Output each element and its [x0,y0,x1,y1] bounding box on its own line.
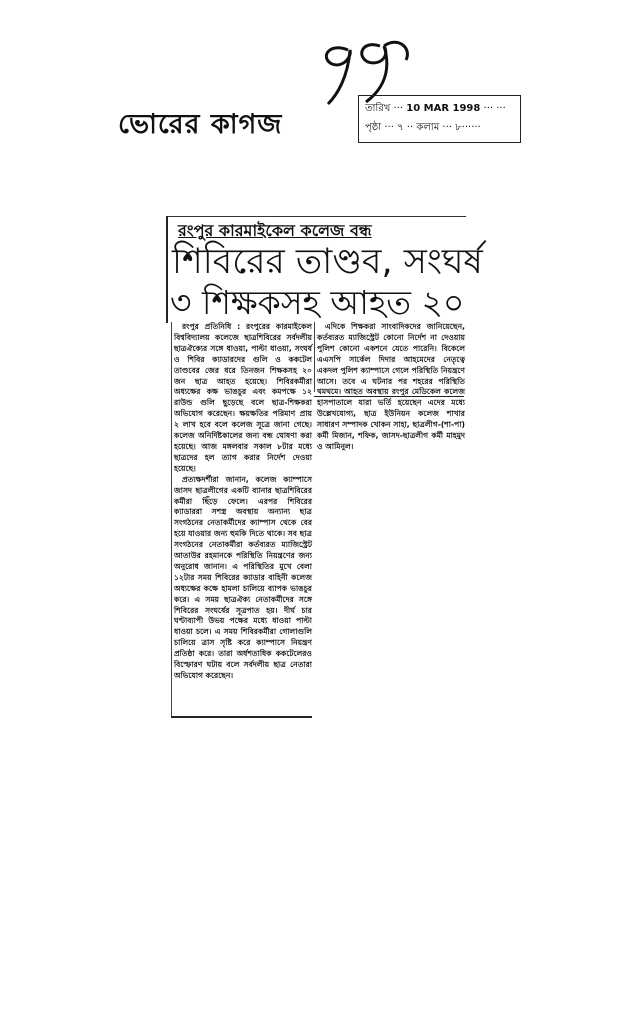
article-paragraph: প্রত্যক্ষদর্শীরা জানান, কলেজ ক্যাম্পাসে জাসদ ছাত্রলীগের একটি ব্যানার ছাত্রশিবিরের কর্মীরা ছিঁড়ে ফেলে। এরপর শিবিরের ক্যাডাররা সশস্ত্র অবস্থায় অন্যান্য ছাত্র সংগঠনের নেতাকর্মীদের ক্যাম্পাস থেকে বের হয়ে যাওয়ার জন্য হুমকি দিতে থাকে। সব ছাত্র সংগঠনের নেতাকর্মীরা কর্তব্যরত ম্যাজিস্ট্রেট আতাউর রহমানকে পরিস্থিতি নিয়ন্ত্রণের জন্য অনুরোধ জানান। এ পরিস্থিতির মুখে বেলা ১২টার সময় শিবিরের ক্যাডার বাহিনী কলেজ অধ্যক্ষের কক্ষে হামলা চালিয়ে ব্যাপক ভাঙচুর করে। এ সময় ছাত্রঐক্য নেতাকর্মীদের সঙ্গে শিবিরের সংঘর্ষের সূত্রপাত হয়। দীর্ঘ চার ঘণ্টাব্যাপী উভয় পক্ষের মধ্যে ধাওয়া পাল্টা ধাওয়া চলে। এ সময় শিবিরকর্মীরা গোলাগুলি চালিয়ে ত্রাস সৃষ্টি করে ক্যাম্পাসে নিয়ন্ত্রণ প্রতিষ্ঠা করে। তারা অর্ধশতাধিক ককটেলেরও বিস্ফোরণ ঘটায় বলে সর্বদলীয় ছাত্র নেতারা অভিযোগ করেছেন। [174,474,312,680]
column-divider [314,396,464,397]
date-stamp [358,95,521,143]
page-value: ৭ [397,122,404,133]
article-paragraph: রংপুর প্রতিনিধি : রংপুরের কারমাইকেল বিশ্ববিদ্যালয় কলেজে ছাত্রশিবিরের সর্বদলীয় ছাত্রঐক্যের সঙ্গে ধাওয়া, পাল্টা ধাওয়া, সংঘর্ষ ও শিবির ক্যাডারদের গুলি ও ককটেল তাণ্ডবের জের ধরে তিনজন শিক্ষকসহ ২০ জন ছাত্র আহত হয়েছে। শিবিরকর্মীরা অধ্যক্ষের কক্ষ ভাঙচুর এবং কমপক্ষে ১২ রাউন্ড গুলি ছুড়েছে বলে ছাত্র-শিক্ষকরা অভিযোগ করেছেন। ক্ষয়ক্ষতির পরিমাণ প্রায় ২ লাখ হবে বলে কলেজ সূত্রে জানা গেছে। কলেজ অনির্দিষ্টকালের জন্য বন্ধ ঘোষণা করা হয়েছে। আজ মঙ্গলবার সকাল ৮টার মধ্যে ছাত্রদের হল ত্যাগ করার নির্দেশ দেওয়া হয়েছে। [174,322,312,473]
article-paragraph: এদিকে শিক্ষকরা সাংবাদিকদের জানিয়েছেন, কর্তব্যরত ম্যাজিস্ট্রেট কোনো নির্দেশ না দেওয়ায় পুলিশ কোনো একশনে যেতে পারেনি। বিকেলে এএসপি সার্কেল দিদার আহমেদের নেতৃত্বে একদল পুলিশ ক্যাম্পাসে গেলে পরিস্থিতি নিয়ন্ত্রণে আসে। তবে এ ঘটনার পর শহরের পরিস্থিতি থমথমে। আহত অবস্থায় রংপুর মেডিকেল কলেজ হাসপাতালে যারা ভর্তি হয়েছেন এদের মধ্যে উল্লেখযোগ্য, ছাত্র ইউনিয়ন কলেজ শাখার সাধারণ সম্পাদক খোকন সাহা, ছাত্রলীগ-(শা-পা) কর্মী মিজান, শফিক, জাসদ-ছাত্রলীগ কর্মী মাহমুদ ও আমিনুল। [317,322,465,451]
article-column-1 [171,322,312,716]
headline-line-2: ৩ শিক্ষকসহ আহত ২০ [170,283,465,322]
newspaper-masthead: ভোরের কাগজ [118,109,283,140]
column-value: ৮ [455,122,462,133]
date-label: তারিখ [365,103,391,114]
column-label: কলাম [416,122,440,133]
date-value: 10 MAR 1998 [406,103,481,114]
stamp-page-row: পৃষ্ঠা ··· ৭ ·· কলাম ··· ৮······ [365,122,481,133]
page-label: পৃষ্ঠা [365,122,382,133]
column-bottom-rule [171,716,312,718]
article-kicker: রংপুর কারমাইকেল কলেজ বন্ধ [178,221,372,240]
headline-line-1: শিবিরের তাণ্ডব, সংঘর্ষ [172,242,483,282]
article-column-2 [314,322,465,451]
stamp-date-row: তারিখ ··· 10 MAR 1998 ··· ··· [365,103,506,114]
